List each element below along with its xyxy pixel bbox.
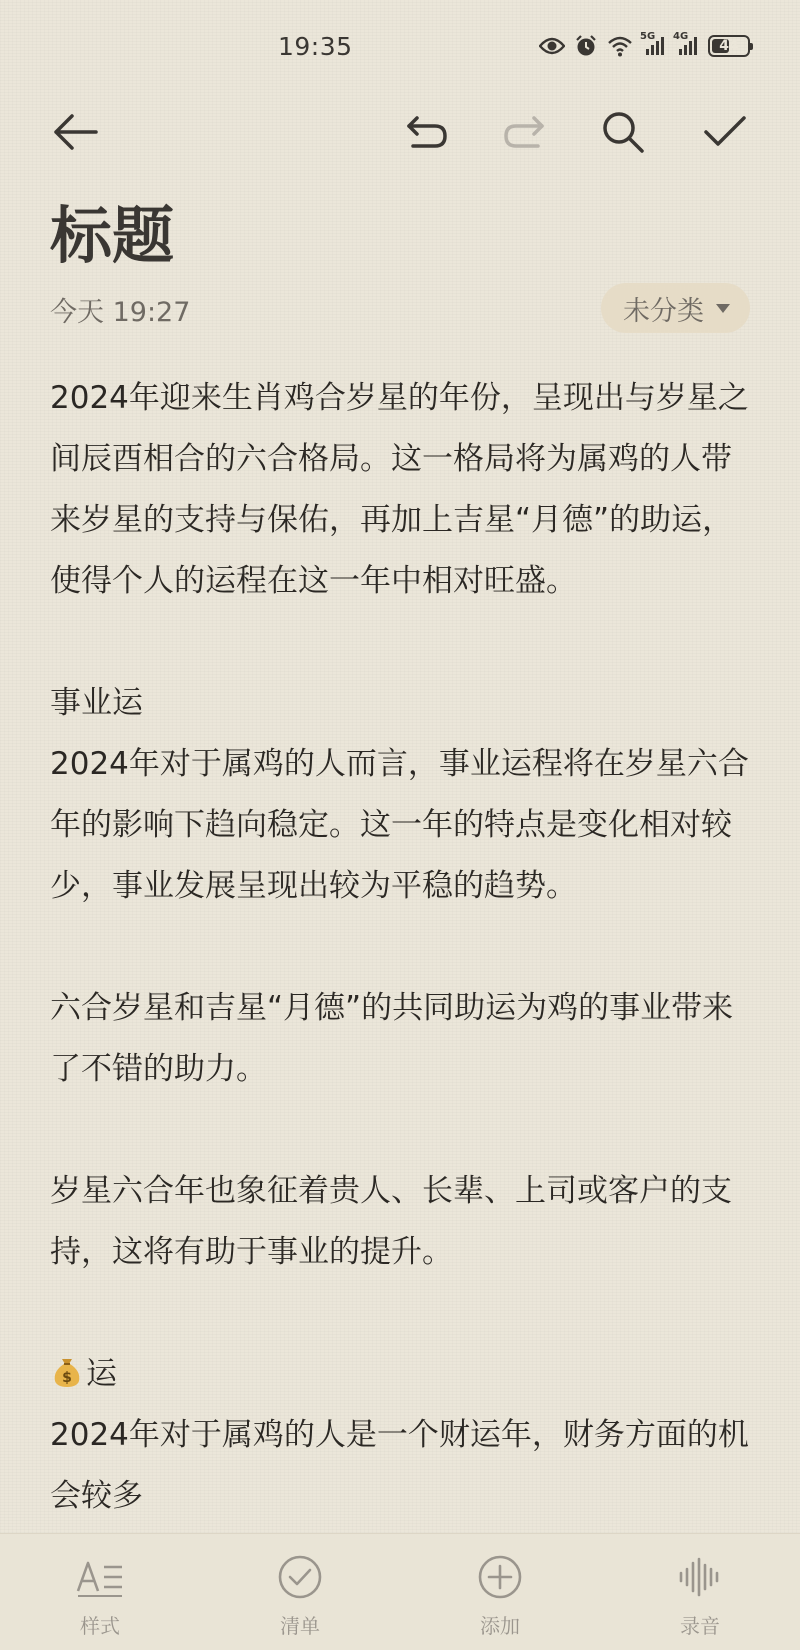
paragraph-career-2: 六合岁星和吉星“月德”的共同助运为鸡的事业带来了不错的助力。 [50,990,734,1087]
paragraph-career-1: 2024年对于属鸡的人而言，事业运程将在岁星六合年的影响下趋向稳定。这一年的特点是变化相对较少，事业发展呈现出较为平稳的趋势。 [50,746,749,904]
record-label: 录音 [680,1614,720,1638]
status-bar [0,0,800,90]
status-icons [539,30,750,62]
network-5g-label: 5G [640,31,656,42]
category-dropdown[interactable] [601,283,750,333]
signal-4g-icon [673,31,699,57]
text-style-icon [75,1552,125,1602]
network-4g-label: 4G [673,31,689,42]
note-body[interactable] [50,368,760,1528]
battery-text: 44 [719,38,739,54]
record-button[interactable] [640,1552,760,1639]
paragraph-wealth-1: 2024年对于属鸡的人是一个财运年，财务方面的机会较多 [50,1417,749,1514]
battery-icon [708,35,750,57]
heading-career: 事业运 [50,685,143,721]
style-label: 样式 [80,1614,120,1638]
blank-line [50,612,760,673]
checklist-button[interactable] [240,1552,360,1639]
undo-icon [405,114,449,150]
category-label: 未分类 [623,295,704,327]
status-time: 19:35 [278,32,353,61]
undo-button[interactable] [397,102,457,162]
chevron-down-icon [716,304,730,313]
search-icon [601,110,645,154]
redo-button[interactable] [494,102,554,162]
alarm-icon [574,34,598,58]
svg-text:$: $ [62,1370,72,1386]
blank-line [50,1100,760,1161]
plus-circle-icon [475,1552,525,1602]
audio-wave-icon [675,1552,725,1602]
add-label: 添加 [480,1614,520,1638]
note-date: 今天 19:27 [50,297,191,328]
note-title[interactable]: 标题 [50,199,175,272]
heading-wealth-text: 运 [86,1356,117,1392]
signal-5g-icon [640,31,666,57]
money-bag-icon [50,1355,84,1389]
checklist-label: 清单 [280,1614,320,1638]
paragraph-career-3: 岁星六合年也象征着贵人、长辈、上司或客户的支持，这将有助于事业的提升。 [50,1173,732,1270]
bottom-toolbar [0,1533,800,1650]
paragraph-intro: 2024年迎来生肖鸡合岁星的年份，呈现出与岁星之间辰酉相合的六合格局。这一格局将为属鸡的人带来岁星的支持与保佑，再加上吉星“月德”的助运，使得个人的运程在这一年中相对旺盛。 [50,380,749,599]
done-button[interactable] [695,102,755,162]
back-arrow-icon [52,112,98,152]
checkmark-icon [703,115,747,149]
blank-line [50,917,760,978]
eye-icon [539,36,565,56]
checklist-icon [275,1552,325,1602]
blank-line [50,1283,760,1344]
back-button[interactable] [45,102,105,162]
search-button[interactable] [593,102,653,162]
style-button[interactable] [40,1552,160,1639]
heading-wealth [50,1344,760,1405]
redo-icon [502,114,546,150]
wifi-icon [607,35,633,57]
add-button[interactable] [440,1552,560,1639]
